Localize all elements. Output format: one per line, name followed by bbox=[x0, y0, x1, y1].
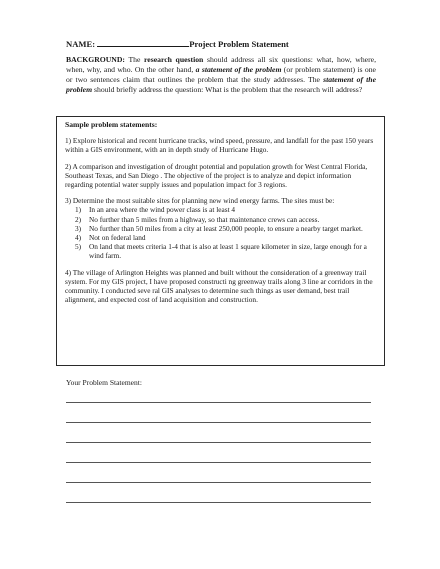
header-line bbox=[66, 38, 289, 49]
criteria-text: Not on federal land bbox=[89, 233, 146, 243]
criteria-text: On land that meets criteria 1-4 that is also at least 1 square kilometer in size, large enough for a wind farm. bbox=[89, 242, 367, 261]
background-text: should briefly address the question: What is the problem that the research will address? bbox=[92, 84, 363, 94]
background-text: The bbox=[128, 55, 145, 64]
criteria-item bbox=[65, 224, 376, 233]
criteria-number: 5) bbox=[75, 242, 82, 252]
criteria-text: In an area where the wind power class is at least 4 bbox=[89, 205, 236, 215]
criteria-item bbox=[65, 242, 376, 260]
background-text: (or problem statement) is one or two sentences claim that outlines the problem that the study addresses. The bbox=[66, 64, 376, 84]
criteria-item bbox=[65, 233, 376, 242]
sample-statements-box bbox=[56, 116, 385, 366]
sample-item-3-intro: 3) Determine the most suitable sites for planning new wind energy farms. The sites must be: bbox=[65, 196, 335, 206]
criteria-item bbox=[65, 205, 376, 214]
statement-of-problem-term: statement of the problem bbox=[66, 74, 376, 94]
answer-line[interactable] bbox=[66, 462, 371, 463]
sample-item-4: 4) The village of Arlington Heights was planned and built without the consideration of a greenway trail system. For my GIS project, I have proposed constructi ng greenway trails along 3 line ar corridors in the community. I conducted seve ral GIS analyses to determine such things as user demand, best trail alignment, and expected cost of land acquisition and construction. bbox=[65, 267, 373, 305]
sample-item-3 bbox=[65, 196, 376, 260]
answer-line[interactable] bbox=[66, 482, 371, 483]
background-label: BACKGROUND: bbox=[66, 55, 125, 64]
answer-line[interactable] bbox=[66, 442, 371, 443]
document-title: Project Problem Statement bbox=[189, 39, 289, 49]
criteria-number: 1) bbox=[75, 205, 82, 215]
answer-line[interactable] bbox=[66, 502, 371, 503]
criteria-list bbox=[65, 205, 376, 260]
background-text: should address all six questions: what, how, where, when, why, and who. On the other hand, bbox=[66, 55, 376, 74]
name-label: NAME: bbox=[66, 39, 96, 49]
criteria-text: No further than 50 miles from a city at least 250,000 people, to ensure a nearby target market. bbox=[89, 223, 363, 233]
background-paragraph bbox=[66, 55, 376, 95]
criteria-number: 3) bbox=[75, 223, 82, 233]
answer-line[interactable] bbox=[66, 402, 371, 403]
name-blank-line bbox=[97, 38, 189, 47]
sample-item-1: 1) Explore historical and recent hurricane tracks, wind speed, pressure, and landfall for the past 150 years within a GIS environment, with an in depth study of Hurricane Hugo. bbox=[65, 136, 374, 155]
research-question-term: research question bbox=[144, 55, 204, 64]
answer-line[interactable] bbox=[66, 422, 371, 423]
your-problem-statement-label: Your Problem Statement: bbox=[66, 378, 142, 387]
sample-title: Sample problem statements: bbox=[65, 120, 158, 129]
criteria-text: No further than 5 miles from a highway, so that maintenance crews can access. bbox=[89, 214, 320, 224]
criteria-number: 2) bbox=[75, 214, 82, 224]
statement-of-problem-term: a statement of the problem bbox=[195, 64, 282, 74]
sample-item-2: 2) A comparison and investigation of drought potential and population growth for West Central Florida, Southeast Texas, and San Diego . The objective of the project is to analyze and depict information regarding potential water supply issues and population impact for 3 regions. bbox=[65, 161, 368, 190]
criteria-item bbox=[65, 215, 376, 224]
criteria-number: 4) bbox=[75, 233, 82, 243]
